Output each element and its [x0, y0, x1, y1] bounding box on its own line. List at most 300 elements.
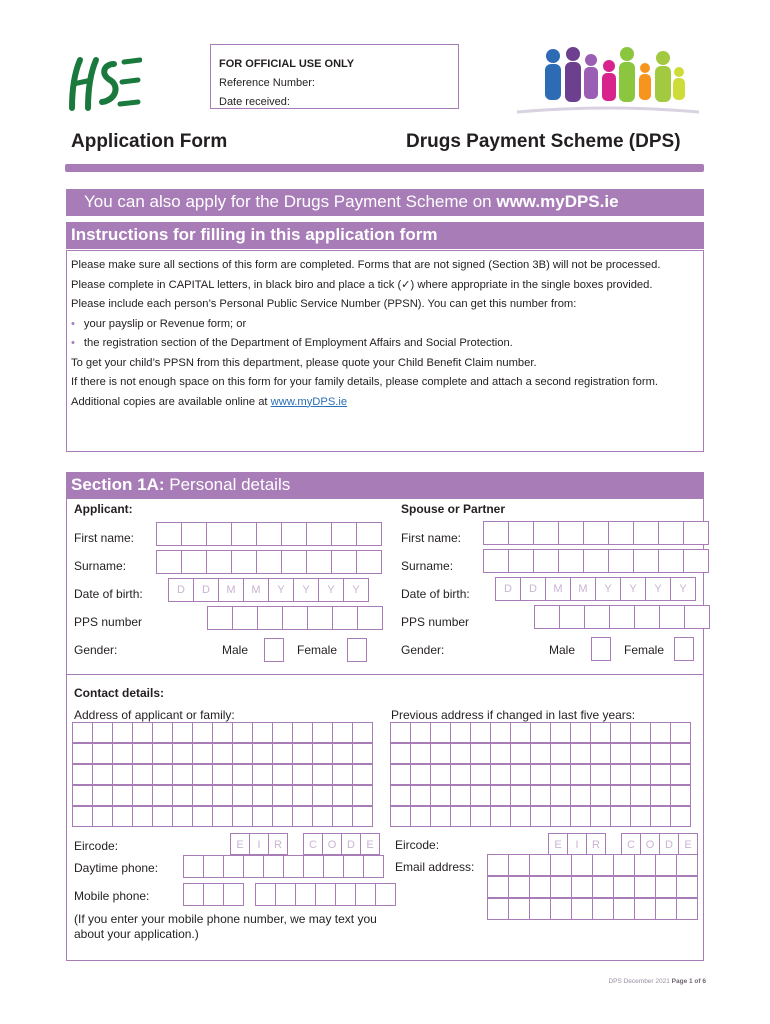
applicant-pps-box[interactable] [257, 606, 283, 630]
applicant-dob-box[interactable]: D [168, 578, 194, 602]
previous-address-line-4-box[interactable] [550, 785, 571, 806]
address-line-5-box[interactable] [232, 806, 253, 827]
previous-eircode-routing-box[interactable]: E [548, 833, 568, 855]
address-line-5-box[interactable] [352, 806, 373, 827]
applicant-male-checkbox[interactable] [264, 638, 284, 662]
spouse-dob-box[interactable]: D [520, 577, 546, 601]
address-line-3-box[interactable] [332, 764, 353, 785]
email-line-3-box[interactable] [613, 898, 635, 920]
previous-address-line-5-box[interactable] [490, 806, 511, 827]
previous-address-line-1-box[interactable] [430, 722, 451, 743]
address-line-2-box[interactable] [152, 743, 173, 764]
address-line-1-box[interactable] [72, 722, 93, 743]
address-line-2-box[interactable] [112, 743, 133, 764]
address-line-4-box[interactable] [312, 785, 333, 806]
spouse-first-name-box[interactable] [608, 521, 634, 545]
address-line-2-box[interactable] [312, 743, 333, 764]
spouse-dob-box[interactable]: Y [595, 577, 621, 601]
previous-address-line-3-box[interactable] [510, 764, 531, 785]
instruction-line: Please complete in CAPITAL letters, in black biro and place a tick (✓) where appropriate in the single boxes provided. [71, 278, 653, 291]
spouse-dob-box[interactable]: M [570, 577, 596, 601]
previous-address-line-2-box[interactable] [590, 743, 611, 764]
address-line-3-box[interactable] [212, 764, 233, 785]
email-line-1-box[interactable] [634, 854, 656, 876]
address-line-3-box[interactable] [352, 764, 373, 785]
applicant-dob-box[interactable]: Y [343, 578, 369, 602]
address-line-1-box[interactable] [112, 722, 133, 743]
address-line-2-box[interactable] [72, 743, 93, 764]
spouse-first-name-box[interactable] [583, 521, 609, 545]
spouse-first-name-box[interactable] [633, 521, 659, 545]
previous-address-line-2-box[interactable] [530, 743, 551, 764]
apply-banner-site[interactable]: www.myDPS.ie [496, 192, 619, 211]
previous-address-line-1-box[interactable] [530, 722, 551, 743]
daytime-phone-box[interactable] [303, 855, 324, 878]
previous-address-line-5-box[interactable] [530, 806, 551, 827]
address-line-5-box[interactable] [112, 806, 133, 827]
section-number: Section 1A: [71, 475, 165, 494]
previous-address-line-5-box[interactable] [610, 806, 631, 827]
previous-eircode-unique-box[interactable]: O [640, 833, 660, 855]
previous-address-line-1-box[interactable] [630, 722, 651, 743]
address-line-1-box[interactable] [272, 722, 293, 743]
email-line-3-box[interactable] [676, 898, 698, 920]
previous-address-line-5-box[interactable] [450, 806, 471, 827]
applicant-surname-box[interactable] [181, 550, 207, 574]
address-line-4-box[interactable] [212, 785, 233, 806]
address-line-5-box[interactable] [152, 806, 173, 827]
previous-address-line-3-box[interactable] [570, 764, 591, 785]
email-line-3-box[interactable] [487, 898, 509, 920]
spouse-dob-box[interactable]: Y [620, 577, 646, 601]
address-line-3-box[interactable] [132, 764, 153, 785]
previous-address-line-1-box[interactable] [590, 722, 611, 743]
email-line-2-box[interactable] [508, 876, 530, 898]
address-line-5-box[interactable] [92, 806, 113, 827]
eircode-unique-box[interactable]: O [322, 833, 342, 855]
daytime-phone-box[interactable] [223, 855, 244, 878]
previous-address-line-3-box[interactable] [490, 764, 511, 785]
page-number: Page 1 of 6 [671, 978, 706, 985]
address-line-4-box[interactable] [272, 785, 293, 806]
spouse-first-name-box[interactable] [683, 521, 709, 545]
previous-eircode-unique-box[interactable]: E [678, 833, 698, 855]
address-line-5-box[interactable] [72, 806, 93, 827]
address-line-1-box[interactable] [312, 722, 333, 743]
applicant-female-checkbox[interactable] [347, 638, 367, 662]
email-line-3-box[interactable] [508, 898, 530, 920]
address-line-4-box[interactable] [132, 785, 153, 806]
previous-address-line-5-box[interactable] [410, 806, 431, 827]
address-line-4-box[interactable] [332, 785, 353, 806]
email-label: Email address: [395, 860, 475, 874]
address-line-1-box[interactable] [212, 722, 233, 743]
previous-address-line-2-box[interactable] [390, 743, 411, 764]
daytime-phone-box[interactable] [243, 855, 264, 878]
mydps-link[interactable]: www.myDPS.ie [270, 395, 348, 408]
eircode-unique-box[interactable]: C [303, 833, 323, 855]
address-line-3-box[interactable] [312, 764, 333, 785]
spouse-surname-box[interactable] [508, 549, 534, 573]
spouse-surname-box[interactable] [658, 549, 684, 573]
spouse-pps-box[interactable] [659, 605, 685, 629]
applicant-first-name-box[interactable] [281, 522, 307, 546]
address-line-4-box[interactable] [72, 785, 93, 806]
address-line-5-box[interactable] [132, 806, 153, 827]
address-line-5-box[interactable] [312, 806, 333, 827]
spouse-male-checkbox[interactable] [591, 637, 611, 661]
previous-address-line-4-box[interactable] [610, 785, 631, 806]
email-line-3-box[interactable] [550, 898, 572, 920]
eircode-unique-box[interactable]: E [360, 833, 380, 855]
email-line-3-box[interactable] [571, 898, 593, 920]
previous-address-line-1-box[interactable] [410, 722, 431, 743]
email-line-2-box[interactable] [550, 876, 572, 898]
previous-eircode-routing-box[interactable]: R [586, 833, 606, 855]
applicant-pps-box[interactable] [207, 606, 233, 630]
daytime-phone-box[interactable] [283, 855, 304, 878]
address-line-1-box[interactable] [192, 722, 213, 743]
address-line-4-box[interactable] [172, 785, 193, 806]
applicant-dob-box[interactable]: Y [318, 578, 344, 602]
previous-address-line-5-box[interactable] [430, 806, 451, 827]
spouse-first-name-box[interactable] [558, 521, 584, 545]
bullet-text: the registration section of the Department of Employment Affairs and Social Protection. [83, 337, 513, 349]
previous-address-line-1-box[interactable] [610, 722, 631, 743]
previous-address-line-3-box[interactable] [590, 764, 611, 785]
email-line-1-box[interactable] [487, 854, 509, 876]
address-line-3-box[interactable] [72, 764, 93, 785]
previous-address-line-1-box[interactable] [670, 722, 691, 743]
email-line-2-box[interactable] [571, 876, 593, 898]
applicant-first-name-box[interactable] [256, 522, 282, 546]
spouse-pps-box[interactable] [559, 605, 585, 629]
previous-address-line-2-box[interactable] [450, 743, 471, 764]
previous-address-line-3-box[interactable] [610, 764, 631, 785]
address-line-3-box[interactable] [112, 764, 133, 785]
address-line-5-box[interactable] [272, 806, 293, 827]
previous-address-line-2-box[interactable] [550, 743, 571, 764]
spouse-first-name-box[interactable] [508, 521, 534, 545]
spouse-pps-box[interactable] [684, 605, 710, 629]
address-line-3-box[interactable] [272, 764, 293, 785]
previous-address-line-2-box[interactable] [410, 743, 431, 764]
applicant-pps-box[interactable] [282, 606, 308, 630]
email-line-1-box[interactable] [655, 854, 677, 876]
address-line-2-box[interactable] [332, 743, 353, 764]
previous-address-line-4-box[interactable] [590, 785, 611, 806]
mobile-phone-box[interactable] [203, 883, 224, 906]
previous-address-line-4-box[interactable] [450, 785, 471, 806]
previous-address-line-1-box[interactable] [390, 722, 411, 743]
applicant-pps-box[interactable] [307, 606, 333, 630]
address-line-4-box[interactable] [192, 785, 213, 806]
email-line-1-box[interactable] [508, 854, 530, 876]
spouse-surname-box[interactable] [633, 549, 659, 573]
previous-address-line-3-box[interactable] [550, 764, 571, 785]
address-line-4-box[interactable] [92, 785, 113, 806]
applicant-first-name-box[interactable] [231, 522, 257, 546]
eircode-unique-box[interactable]: D [341, 833, 361, 855]
previous-address-line-1-box[interactable] [650, 722, 671, 743]
address-line-1-box[interactable] [292, 722, 313, 743]
applicant-first-name-box[interactable] [206, 522, 232, 546]
address-line-1-box[interactable] [172, 722, 193, 743]
previous-address-line-4-box[interactable] [470, 785, 491, 806]
spouse-dob-box[interactable]: Y [670, 577, 696, 601]
mobile-phone-rest-box[interactable] [315, 883, 336, 906]
address-line-2-box[interactable] [292, 743, 313, 764]
address-line-2-box[interactable] [232, 743, 253, 764]
spouse-surname-box[interactable] [558, 549, 584, 573]
applicant-dob-box[interactable]: M [218, 578, 244, 602]
previous-address-line-3-box[interactable] [670, 764, 691, 785]
address-line-5-box[interactable] [292, 806, 313, 827]
applicant-dob-box[interactable]: M [243, 578, 269, 602]
previous-address-line-5-box[interactable] [650, 806, 671, 827]
mobile-phone-rest-box[interactable] [295, 883, 316, 906]
address-line-1-box[interactable] [352, 722, 373, 743]
address-line-3-box[interactable] [152, 764, 173, 785]
address-line-2-box[interactable] [172, 743, 193, 764]
address-line-4-box[interactable] [112, 785, 133, 806]
email-line-1-box[interactable] [613, 854, 635, 876]
instructions-heading: Instructions for filling in this application form [66, 222, 704, 249]
email-line-1-box[interactable] [550, 854, 572, 876]
previous-address-line-4-box[interactable] [430, 785, 451, 806]
bullet-icon: • [71, 337, 75, 349]
address-line-3-box[interactable] [232, 764, 253, 785]
mobile-phone-rest-box[interactable] [375, 883, 396, 906]
applicant-pps-box[interactable] [332, 606, 358, 630]
spouse-dob-box[interactable]: Y [645, 577, 671, 601]
daytime-phone-box[interactable] [203, 855, 224, 878]
previous-eircode-unique-box[interactable]: C [621, 833, 641, 855]
daytime-phone-box[interactable] [363, 855, 384, 878]
spouse-pps-box[interactable] [534, 605, 560, 629]
previous-address-line-1-box[interactable] [510, 722, 531, 743]
previous-address-line-4-box[interactable] [390, 785, 411, 806]
mobile-phone-rest-box[interactable] [255, 883, 276, 906]
address-line-4-box[interactable] [292, 785, 313, 806]
previous-address-line-2-box[interactable] [510, 743, 531, 764]
previous-address-line-4-box[interactable] [410, 785, 431, 806]
email-line-2-box[interactable] [634, 876, 656, 898]
previous-address-line-3-box[interactable] [530, 764, 551, 785]
daytime-phone-box[interactable] [263, 855, 284, 878]
previous-address-line-1-box[interactable] [570, 722, 591, 743]
address-line-5-box[interactable] [192, 806, 213, 827]
address-line-2-box[interactable] [192, 743, 213, 764]
previous-address-line-1-box[interactable] [470, 722, 491, 743]
spouse-dob-box[interactable]: D [495, 577, 521, 601]
applicant-surname-box[interactable] [281, 550, 307, 574]
spouse-first-name-box[interactable] [658, 521, 684, 545]
applicant-first-name-box[interactable] [306, 522, 332, 546]
applicant-first-name-box[interactable] [331, 522, 357, 546]
email-line-1-box[interactable] [592, 854, 614, 876]
previous-address-line-3-box[interactable] [470, 764, 491, 785]
address-line-5-box[interactable] [252, 806, 273, 827]
address-line-2-box[interactable] [132, 743, 153, 764]
address-line-1-box[interactable] [232, 722, 253, 743]
applicant-gender-label: Gender: [74, 643, 118, 657]
eircode-routing-box[interactable]: R [268, 833, 288, 855]
applicant-surname-box[interactable] [306, 550, 332, 574]
applicant-first-name-box[interactable] [181, 522, 207, 546]
applicant-first-name-box[interactable] [356, 522, 382, 546]
applicant-dob-box[interactable]: D [193, 578, 219, 602]
previous-address-line-4-box[interactable] [490, 785, 511, 806]
previous-address-line-1-box[interactable] [450, 722, 471, 743]
previous-address-line-4-box[interactable] [670, 785, 691, 806]
email-line-1-box[interactable] [676, 854, 698, 876]
previous-address-line-3-box[interactable] [650, 764, 671, 785]
previous-address-line-2-box[interactable] [430, 743, 451, 764]
address-line-3-box[interactable] [192, 764, 213, 785]
address-line-1-box[interactable] [132, 722, 153, 743]
email-line-2-box[interactable] [529, 876, 551, 898]
applicant-female-label: Female [297, 643, 338, 657]
address-line-4-box[interactable] [152, 785, 173, 806]
address-line-3-box[interactable] [292, 764, 313, 785]
bullet-icon: • [71, 317, 75, 330]
instruction-bullet [71, 334, 698, 354]
spouse-pps-box[interactable] [584, 605, 610, 629]
previous-address-line-4-box[interactable] [570, 785, 591, 806]
spouse-first-name-box[interactable] [483, 521, 509, 545]
email-line-3-box[interactable] [592, 898, 614, 920]
mobile-phone-box[interactable] [183, 883, 204, 906]
email-line-3-box[interactable] [634, 898, 656, 920]
address-line-4-box[interactable] [232, 785, 253, 806]
previous-address-line-3-box[interactable] [410, 764, 431, 785]
spouse-pps-box[interactable] [634, 605, 660, 629]
previous-eircode-routing-box[interactable]: I [567, 833, 587, 855]
applicant-dob-box[interactable]: Y [268, 578, 294, 602]
spouse-surname-box[interactable] [683, 549, 709, 573]
address-line-2-box[interactable] [92, 743, 113, 764]
applicant-surname-box[interactable] [156, 550, 182, 574]
previous-address-line-1-box[interactable] [550, 722, 571, 743]
applicant-surname-box[interactable] [256, 550, 282, 574]
applicant-surname-box[interactable] [331, 550, 357, 574]
email-line-2-box[interactable] [487, 876, 509, 898]
previous-address-line-3-box[interactable] [430, 764, 451, 785]
address-line-5-box[interactable] [172, 806, 193, 827]
address-line-2-box[interactable] [252, 743, 273, 764]
address-line-3-box[interactable] [252, 764, 273, 785]
spouse-first-name-box[interactable] [533, 521, 559, 545]
contact-heading: Contact details: [74, 686, 165, 700]
previous-address-line-5-box[interactable] [630, 806, 651, 827]
spouse-dob-box[interactable]: M [545, 577, 571, 601]
address-line-1-box[interactable] [252, 722, 273, 743]
applicant-pps-box[interactable] [232, 606, 258, 630]
eircode-routing-box[interactable]: E [230, 833, 250, 855]
address-line-3-box[interactable] [172, 764, 193, 785]
email-line-2-box[interactable] [655, 876, 677, 898]
previous-address-line-3-box[interactable] [630, 764, 651, 785]
mobile-phone-rest-box[interactable] [275, 883, 296, 906]
previous-address-line-3-box[interactable] [390, 764, 411, 785]
address-line-2-box[interactable] [212, 743, 233, 764]
previous-address-line-5-box[interactable] [670, 806, 691, 827]
email-line-3-box[interactable] [655, 898, 677, 920]
address-line-4-box[interactable] [352, 785, 373, 806]
previous-address-line-5-box[interactable] [470, 806, 491, 827]
previous-address-line-2-box[interactable] [630, 743, 651, 764]
previous-address-line-5-box[interactable] [590, 806, 611, 827]
daytime-phone-box[interactable] [323, 855, 344, 878]
mobile-phone-box[interactable] [223, 883, 244, 906]
previous-address-line-1-box[interactable] [490, 722, 511, 743]
eircode-routing-box[interactable]: I [249, 833, 269, 855]
previous-address-line-2-box[interactable] [650, 743, 671, 764]
email-line-2-box[interactable] [613, 876, 635, 898]
previous-address-line-2-box[interactable] [670, 743, 691, 764]
previous-address-line-4-box[interactable] [510, 785, 531, 806]
address-line-1-box[interactable] [332, 722, 353, 743]
applicant-first-name-box[interactable] [156, 522, 182, 546]
address-line-4-box[interactable] [252, 785, 273, 806]
address-line-2-box[interactable] [272, 743, 293, 764]
previous-eircode-unique-box[interactable]: D [659, 833, 679, 855]
email-line-3-box[interactable] [529, 898, 551, 920]
previous-address-line-2-box[interactable] [570, 743, 591, 764]
applicant-surname-box[interactable] [206, 550, 232, 574]
previous-address-line-5-box[interactable] [550, 806, 571, 827]
spouse-surname-box[interactable] [533, 549, 559, 573]
previous-address-line-5-box[interactable] [510, 806, 531, 827]
previous-address-line-5-box[interactable] [570, 806, 591, 827]
applicant-pps-box[interactable] [357, 606, 383, 630]
address-line-1-box[interactable] [92, 722, 113, 743]
applicant-dob-box[interactable]: Y [293, 578, 319, 602]
mobile-phone-rest-box[interactable] [335, 883, 356, 906]
previous-address-line-2-box[interactable] [490, 743, 511, 764]
previous-address-line-4-box[interactable] [630, 785, 651, 806]
page-title-left: Application Form [71, 131, 228, 152]
previous-address-line-5-box[interactable] [390, 806, 411, 827]
mobile-phone-rest-box[interactable] [355, 883, 376, 906]
address-line-5-box[interactable] [212, 806, 233, 827]
date-received-label: Date received: [219, 96, 290, 108]
address-line-2-box[interactable] [352, 743, 373, 764]
email-line-2-box[interactable] [676, 876, 698, 898]
previous-address-line-2-box[interactable] [610, 743, 631, 764]
daytime-phone-box[interactable] [183, 855, 204, 878]
spouse-surname-box[interactable] [483, 549, 509, 573]
address-line-1-box[interactable] [152, 722, 173, 743]
email-line-1-box[interactable] [529, 854, 551, 876]
applicant-surname-box[interactable] [231, 550, 257, 574]
previous-address-line-3-box[interactable] [450, 764, 471, 785]
spouse-female-checkbox[interactable] [674, 637, 694, 661]
spouse-surname-box[interactable] [583, 549, 609, 573]
email-line-2-box[interactable] [592, 876, 614, 898]
daytime-phone-box[interactable] [343, 855, 364, 878]
previous-address-line-4-box[interactable] [650, 785, 671, 806]
spouse-pps-box[interactable] [609, 605, 635, 629]
previous-address-line-2-box[interactable] [470, 743, 491, 764]
address-line-5-box[interactable] [332, 806, 353, 827]
spouse-surname-box[interactable] [608, 549, 634, 573]
email-line-1-box[interactable] [571, 854, 593, 876]
address-line-3-box[interactable] [92, 764, 113, 785]
previous-address-line-4-box[interactable] [530, 785, 551, 806]
applicant-surname-box[interactable] [356, 550, 382, 574]
